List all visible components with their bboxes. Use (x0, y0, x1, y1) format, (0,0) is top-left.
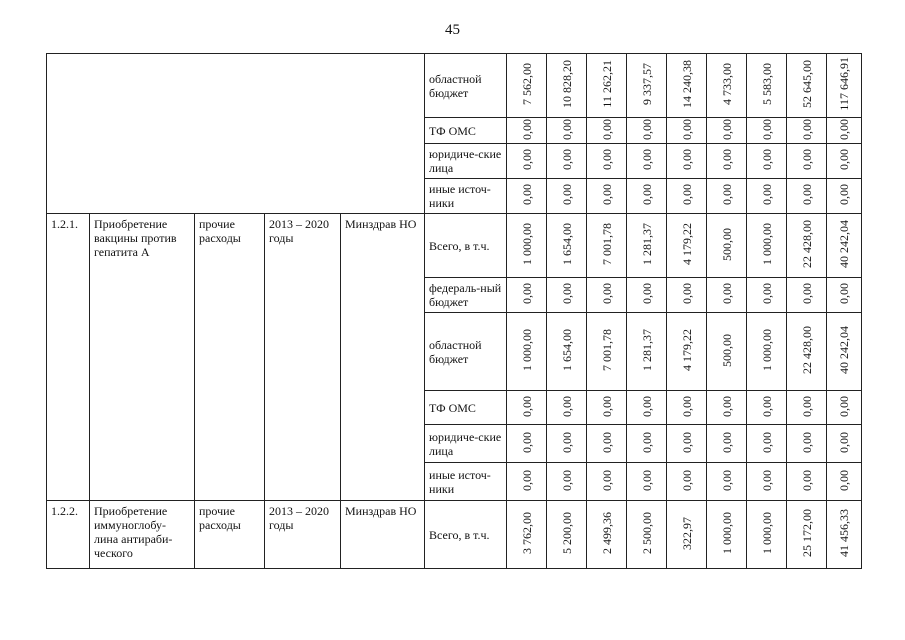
year-value-cell (587, 391, 627, 425)
value-text: 40 242,04 (837, 220, 852, 268)
program-name-cell: Приобретение иммуноглобу-лина антираби-ческого (90, 501, 195, 569)
funding-source-cell: областной бюджет (425, 54, 507, 118)
year-value-cell (587, 313, 627, 391)
year-value-cell (667, 179, 707, 214)
year-value-cell (587, 278, 627, 313)
continued-program-cell (47, 54, 425, 214)
value-text: 0,00 (639, 283, 654, 304)
value-text: 1 281,37 (639, 223, 654, 265)
year-value-cell (507, 501, 547, 569)
year-value-cell (587, 463, 627, 501)
year-value-cell (627, 54, 667, 118)
table-row (47, 54, 862, 118)
value-text: 0,00 (639, 149, 654, 170)
year-value-cell (667, 144, 707, 179)
year-value-cell (587, 425, 627, 463)
year-value-cell (707, 425, 747, 463)
program-code-cell: 1.2.1. (47, 214, 90, 501)
year-value-cell (667, 214, 707, 278)
year-value-cell (747, 214, 787, 278)
year-value-cell (747, 501, 787, 569)
funding-source-cell: Всего, в т.ч. (425, 214, 507, 278)
value-text: 0,00 (559, 283, 574, 304)
value-text: 117 646,91 (837, 57, 852, 111)
value-text: 10 828,20 (559, 60, 574, 108)
value-text: 0,00 (799, 283, 814, 304)
year-value-cell (627, 214, 667, 278)
year-value-cell (747, 278, 787, 313)
value-text: 14 240,38 (679, 60, 694, 108)
year-value-cell (747, 313, 787, 391)
year-value-cell (507, 425, 547, 463)
total-value-cell (827, 118, 862, 144)
year-value-cell (667, 501, 707, 569)
total-value-cell (827, 391, 862, 425)
year-value-cell (547, 501, 587, 569)
year-value-cell (787, 118, 827, 144)
page-number: 45 (445, 22, 460, 38)
year-value-cell (667, 391, 707, 425)
value-text: 0,00 (599, 149, 614, 170)
total-value-cell (827, 425, 862, 463)
year-value-cell (747, 425, 787, 463)
value-text: 0,00 (519, 283, 534, 304)
expense-type-cell: прочие расходы (195, 214, 265, 501)
year-value-cell (707, 463, 747, 501)
year-value-cell (507, 118, 547, 144)
year-value-cell (747, 118, 787, 144)
value-text: 1 000,00 (759, 223, 774, 265)
year-value-cell (787, 179, 827, 214)
value-text: 40 242,04 (837, 326, 852, 374)
value-text: 0,00 (799, 149, 814, 170)
value-text: 1 000,00 (519, 223, 534, 265)
year-value-cell (507, 214, 547, 278)
year-value-cell (507, 313, 547, 391)
year-value-cell (787, 144, 827, 179)
value-text: 0,00 (679, 118, 694, 140)
value-text: 0,00 (639, 395, 654, 417)
year-value-cell (747, 144, 787, 179)
year-value-cell (547, 463, 587, 501)
value-text: 0,00 (837, 118, 852, 140)
value-text: 4 179,22 (679, 223, 694, 265)
value-text: 25 172,00 (799, 509, 814, 557)
value-text: 0,00 (837, 184, 852, 205)
value-text: 7 001,78 (599, 329, 614, 371)
value-text: 0,00 (719, 469, 734, 491)
total-value-cell (827, 501, 862, 569)
table-row (47, 501, 862, 569)
year-value-cell (547, 278, 587, 313)
value-text: 0,00 (679, 431, 694, 453)
value-text: 0,00 (559, 469, 574, 491)
year-value-cell (587, 118, 627, 144)
value-text: 2 500,00 (639, 512, 654, 554)
value-text: 0,00 (599, 395, 614, 417)
value-text: 0,00 (599, 431, 614, 453)
year-value-cell (667, 278, 707, 313)
total-value-cell (827, 214, 862, 278)
value-text: 0,00 (599, 184, 614, 205)
year-value-cell (667, 54, 707, 118)
year-value-cell (787, 501, 827, 569)
value-text: 0,00 (759, 149, 774, 170)
year-value-cell (787, 463, 827, 501)
value-text: 0,00 (837, 149, 852, 170)
funding-source-cell: федераль-ный бюджет (425, 278, 507, 313)
value-text: 0,00 (559, 118, 574, 140)
year-value-cell (627, 313, 667, 391)
value-text: 0,00 (719, 118, 734, 140)
value-text: 0,00 (599, 283, 614, 304)
year-value-cell (707, 313, 747, 391)
value-text: 0,00 (679, 469, 694, 491)
year-value-cell (507, 144, 547, 179)
value-text: 1 000,00 (719, 512, 734, 554)
year-value-cell (507, 463, 547, 501)
value-text: 0,00 (837, 431, 852, 453)
year-value-cell (627, 118, 667, 144)
value-text: 0,00 (837, 469, 852, 491)
year-value-cell (627, 278, 667, 313)
funding-source-cell: юридиче-ские лица (425, 425, 507, 463)
funding-source-cell: юридиче-ские лица (425, 144, 507, 179)
year-value-cell (627, 463, 667, 501)
value-text: 0,00 (759, 431, 774, 453)
value-text: 1 000,00 (759, 512, 774, 554)
period-cell: 2013 – 2020 годы (265, 501, 341, 569)
value-text: 0,00 (719, 395, 734, 417)
year-value-cell (787, 391, 827, 425)
value-text: 0,00 (519, 395, 534, 417)
value-text: 0,00 (759, 395, 774, 417)
value-text: 52 645,00 (799, 60, 814, 108)
value-text: 0,00 (519, 469, 534, 491)
value-text: 0,00 (759, 469, 774, 491)
value-text: 0,00 (639, 184, 654, 205)
year-value-cell (587, 214, 627, 278)
expense-type-cell: прочие расходы (195, 501, 265, 569)
year-value-cell (547, 144, 587, 179)
year-value-cell (627, 179, 667, 214)
value-text: 2 499,36 (599, 512, 614, 554)
year-value-cell (547, 54, 587, 118)
value-text: 0,00 (519, 149, 534, 170)
year-value-cell (547, 179, 587, 214)
period-cell: 2013 – 2020 годы (265, 214, 341, 501)
value-text: 0,00 (759, 184, 774, 205)
value-text: 0,00 (679, 283, 694, 304)
total-value-cell (827, 144, 862, 179)
year-value-cell (747, 54, 787, 118)
value-text: 322,97 (679, 516, 694, 550)
value-text: 0,00 (519, 118, 534, 140)
value-text: 0,00 (559, 149, 574, 170)
program-code-cell: 1.2.2. (47, 501, 90, 569)
value-text: 0,00 (799, 118, 814, 140)
value-text: 7 001,78 (599, 223, 614, 265)
value-text: 0,00 (679, 149, 694, 170)
value-text: 0,00 (837, 283, 852, 304)
year-value-cell (667, 313, 707, 391)
year-value-cell (507, 54, 547, 118)
funding-source-cell: иные источ-ники (425, 179, 507, 214)
value-text: 1 000,00 (759, 329, 774, 371)
year-value-cell (627, 425, 667, 463)
year-value-cell (747, 179, 787, 214)
value-text: 0,00 (719, 149, 734, 170)
value-text: 0,00 (799, 395, 814, 417)
value-text: 0,00 (639, 118, 654, 140)
year-value-cell (707, 144, 747, 179)
value-text: 0,00 (759, 118, 774, 140)
value-text: 0,00 (719, 431, 734, 453)
value-text: 500,00 (719, 333, 734, 367)
year-value-cell (587, 501, 627, 569)
value-text: 0,00 (559, 395, 574, 417)
value-text: 0,00 (519, 431, 534, 453)
value-text: 1 654,00 (559, 223, 574, 265)
executor-cell: Минздрав НО (341, 501, 425, 569)
total-value-cell (827, 278, 862, 313)
value-text: 5 200,00 (559, 512, 574, 554)
value-text: 500,00 (719, 227, 734, 261)
year-value-cell (507, 278, 547, 313)
year-value-cell (787, 278, 827, 313)
funding-source-cell: областной бюджет (425, 313, 507, 391)
year-value-cell (667, 463, 707, 501)
value-text: 0,00 (639, 431, 654, 453)
funding-source-cell: ТФ ОМС (425, 118, 507, 144)
value-text: 7 562,00 (519, 63, 534, 105)
value-text: 0,00 (559, 184, 574, 205)
year-value-cell (747, 463, 787, 501)
value-text: 0,00 (719, 283, 734, 304)
year-value-cell (667, 425, 707, 463)
year-value-cell (787, 54, 827, 118)
value-text: 0,00 (679, 395, 694, 417)
executor-cell: Минздрав НО (341, 214, 425, 501)
year-value-cell (787, 425, 827, 463)
value-text: 0,00 (559, 431, 574, 453)
year-value-cell (507, 391, 547, 425)
value-text: 3 762,00 (519, 512, 534, 554)
value-text: 0,00 (719, 184, 734, 205)
total-value-cell (827, 463, 862, 501)
value-text: 0,00 (799, 431, 814, 453)
funding-source-cell: ТФ ОМС (425, 391, 507, 425)
year-value-cell (587, 144, 627, 179)
funding-source-cell: Всего, в т.ч. (425, 501, 507, 569)
value-text: 41 456,33 (837, 509, 852, 557)
year-value-cell (547, 391, 587, 425)
funding-source-cell: иные источ-ники (425, 463, 507, 501)
value-text: 1 281,37 (639, 329, 654, 371)
value-text: 0,00 (519, 184, 534, 205)
program-name-cell: Приобретение вакцины против гепатита А (90, 214, 195, 501)
total-value-cell (827, 313, 862, 391)
value-text: 0,00 (799, 469, 814, 491)
year-value-cell (587, 179, 627, 214)
year-value-cell (707, 179, 747, 214)
year-value-cell (547, 118, 587, 144)
year-value-cell (707, 118, 747, 144)
year-value-cell (707, 278, 747, 313)
value-text: 0,00 (679, 184, 694, 205)
value-text: 5 583,00 (759, 63, 774, 105)
year-value-cell (667, 118, 707, 144)
year-value-cell (587, 54, 627, 118)
year-value-cell (747, 391, 787, 425)
value-text: 0,00 (639, 469, 654, 491)
year-value-cell (627, 391, 667, 425)
value-text: 4 733,00 (719, 63, 734, 105)
year-value-cell (507, 179, 547, 214)
value-text: 0,00 (837, 395, 852, 417)
value-text: 22 428,00 (799, 326, 814, 374)
value-text: 4 179,22 (679, 329, 694, 371)
value-text: 0,00 (599, 469, 614, 491)
year-value-cell (627, 501, 667, 569)
year-value-cell (707, 54, 747, 118)
year-value-cell (627, 144, 667, 179)
year-value-cell (707, 501, 747, 569)
value-text: 9 337,57 (639, 63, 654, 105)
total-value-cell (827, 54, 862, 118)
year-value-cell (707, 391, 747, 425)
value-text: 11 262,21 (599, 60, 614, 108)
value-text: 0,00 (759, 283, 774, 304)
value-text: 0,00 (599, 118, 614, 140)
budget-table (46, 53, 862, 569)
year-value-cell (547, 313, 587, 391)
year-value-cell (787, 214, 827, 278)
value-text: 1 654,00 (559, 329, 574, 371)
year-value-cell (707, 214, 747, 278)
value-text: 1 000,00 (519, 329, 534, 371)
total-value-cell (827, 179, 862, 214)
table-row (47, 214, 862, 278)
year-value-cell (547, 425, 587, 463)
year-value-cell (787, 313, 827, 391)
value-text: 22 428,00 (799, 220, 814, 268)
value-text: 0,00 (799, 184, 814, 205)
year-value-cell (547, 214, 587, 278)
